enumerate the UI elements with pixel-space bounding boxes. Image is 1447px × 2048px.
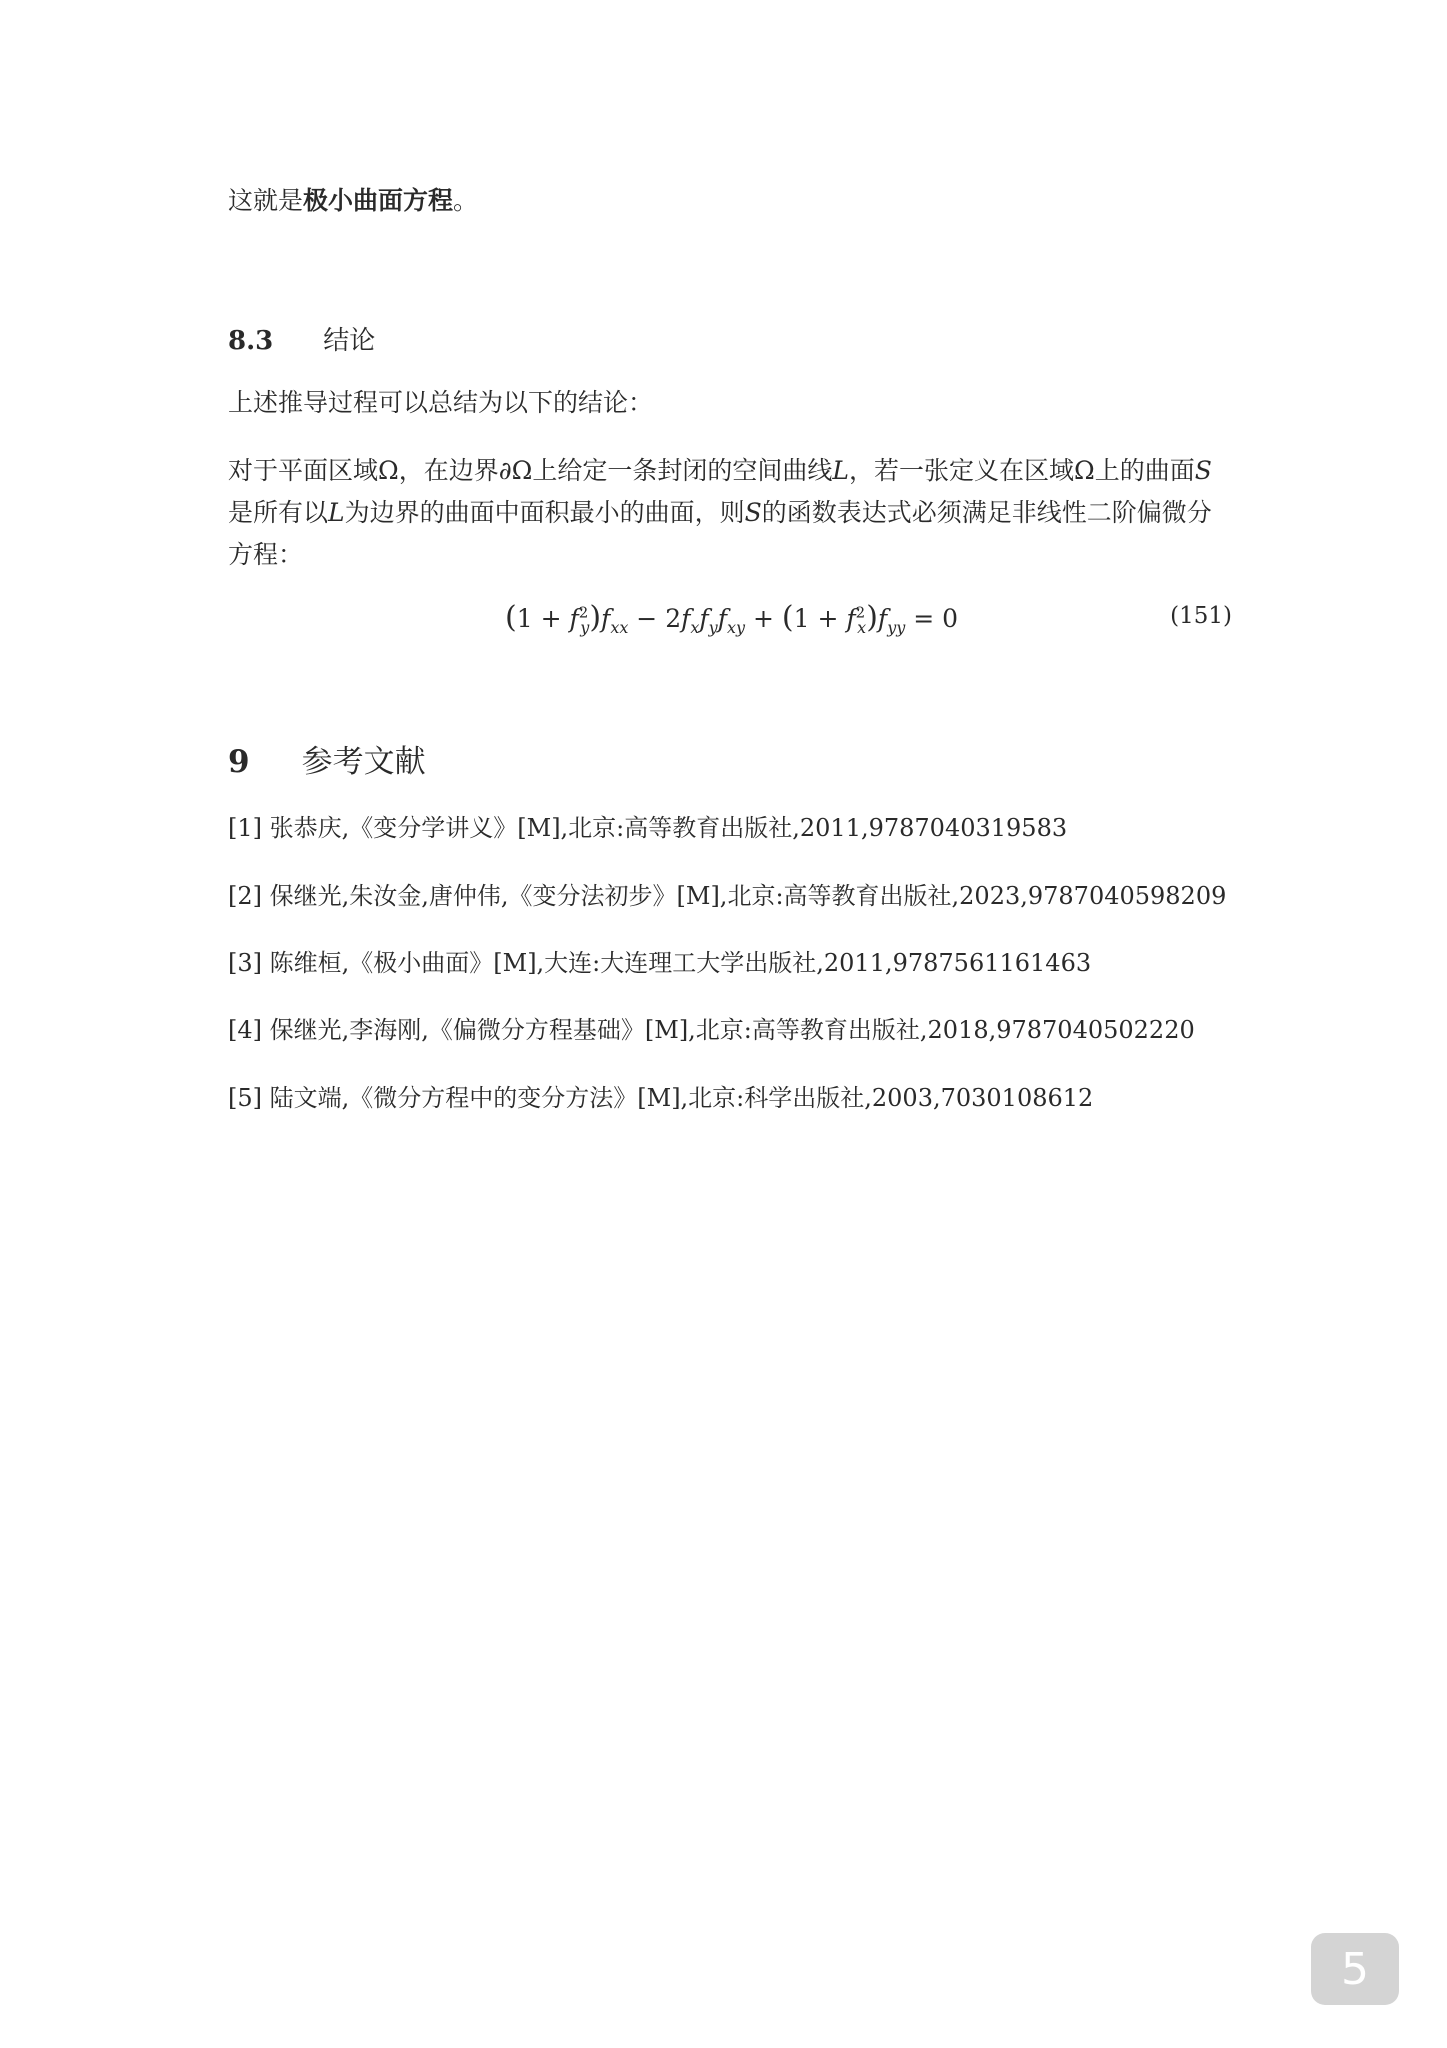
section-title: 结论 — [323, 326, 376, 356]
math-var: S — [744, 498, 762, 527]
statement-line-3: 方程： — [228, 540, 304, 569]
reference-item: [5] 陆文端,《微分方程中的变分方法》[M],北京:科学出版社,2003,7030108612 — [228, 1084, 1094, 1112]
statement-line-2 — [228, 492, 1228, 534]
intro-line — [228, 180, 1228, 222]
section-heading-9 — [228, 736, 426, 781]
section-title: 参考文献 — [301, 744, 426, 780]
reference-item: [1] 张恭庆,《变分学讲义》[M],北京:高等教育出版社,2011,9787040319583 — [228, 814, 1068, 842]
minimal-surface-equation: $(1 + f^2_y)f_{xx} - 2f_xf_yf_{xy} + (1 + f^2_x)f_{yy} = 0$ — [505, 600, 959, 637]
intro-suffix: 。 — [453, 186, 479, 215]
section-number: 9 — [228, 744, 250, 780]
equation-number: (151) — [1170, 603, 1232, 629]
reference-item: [2] 保继光,朱汝金,唐仲伟,《变分法初步》[M],北京:高等教育出版社,2023,9787040598209 — [228, 882, 1227, 910]
math-var: L — [328, 498, 345, 527]
reference-item: [4] 保继光,李海刚,《偏微分方程基础》[M],北京:高等教育出版社,2018,9787040502220 — [228, 1016, 1195, 1044]
page-number-badge: 5 — [1311, 1933, 1399, 2005]
statement-line-1 — [228, 450, 1228, 492]
reference-item: [3] 陈维桓,《极小曲面》[M],大连:大连理工大学出版社,2011,9787561161463 — [228, 949, 1092, 977]
intro-bold-term: 极小曲面方程 — [303, 186, 454, 215]
math-var: S — [1194, 456, 1212, 485]
conclusion-intro: 上述推导过程可以总结为以下的结论： — [228, 388, 654, 417]
section-heading-8-3 — [228, 320, 375, 357]
statement-text: 为边界的曲面中面积最小的曲面，则 — [344, 498, 745, 527]
math-var: L — [832, 456, 849, 485]
intro-prefix: 这就是 — [228, 186, 304, 215]
section-number: 8.3 — [228, 326, 274, 356]
statement-text: ，若一张定义在区域Ω上的曲面 — [849, 456, 1195, 485]
statement-text: 对于平面区域Ω，在边界∂Ω上给定一条封闭的空间曲线 — [228, 456, 833, 485]
statement-text: 是所有以 — [228, 498, 329, 527]
statement-text: 的函数表达式必须满足非线性二阶偏微分 — [761, 498, 1212, 527]
